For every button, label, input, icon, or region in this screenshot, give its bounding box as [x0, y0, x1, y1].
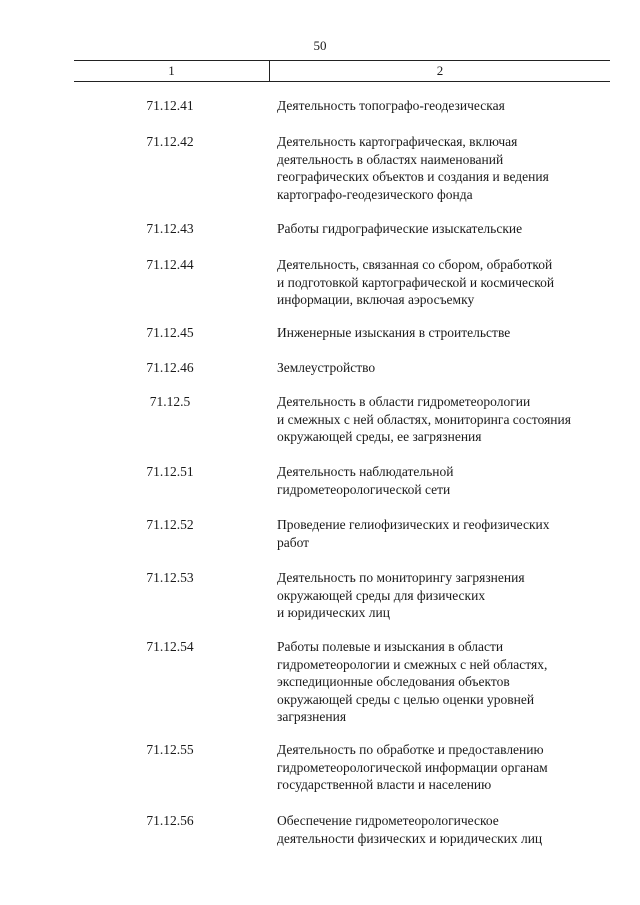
okved-code: 71.12.56 — [146, 813, 194, 828]
activity-description: Работы полевые и изыскания в области гидрометеорологии и смежных с ней областях, экспедиционные обследования объектов окружающей среды с целью оценки уровней загрязнения — [277, 639, 548, 724]
page-number: 50 — [313, 38, 327, 53]
okved-code: 71.12.45 — [146, 325, 194, 340]
table-header — [74, 60, 610, 82]
header-column-2: 2 — [436, 63, 444, 78]
activity-description: Обеспечение гидрометеорологическое деятельности физических и юридических лиц — [277, 813, 543, 846]
activity-description: Инженерные изыскания в строительстве — [277, 325, 511, 340]
activity-description: Деятельность по обработке и предоставлению гидрометеорологической информации органам государственной власти и населению — [277, 742, 548, 792]
okved-code: 71.12.46 — [146, 360, 194, 375]
okved-code: 71.12.55 — [146, 742, 194, 757]
okved-code: 71.12.41 — [146, 98, 194, 113]
activity-description: Землеустройство — [277, 360, 376, 375]
activity-description: Проведение гелиофизических и геофизических работ — [277, 517, 550, 550]
activity-description: Деятельность топографо-геодезическая — [277, 98, 505, 113]
okved-code: 71.12.42 — [146, 134, 194, 149]
activity-description: Деятельность картографическая, включая деятельность в областях наименований географических объектов и создания и ведения картографо-геодезического фонда — [277, 134, 549, 202]
activity-description: Деятельность по мониторингу загрязнения окружающей среды для физических и юридических лиц — [277, 570, 525, 620]
activity-description: Работы гидрографические изыскательские — [277, 221, 523, 236]
activity-description: Деятельность в области гидрометеорологии и смежных с ней областях, мониторинга состояния окружающей среды, ее загрязнения — [277, 394, 571, 444]
okved-code: 71.12.52 — [146, 517, 194, 532]
header-column-1: 1 — [168, 63, 175, 78]
okved-code: 71.12.43 — [146, 221, 194, 236]
okved-code: 71.12.54 — [146, 639, 194, 654]
activity-description: Деятельность, связанная со сбором, обработкой и подготовкой картографической и космической информации, включая аэросъемку — [277, 257, 555, 307]
okved-code: 71.12.51 — [146, 464, 194, 479]
okved-code: 71.12.53 — [146, 570, 194, 585]
okved-code: 71.12.5 — [149, 394, 191, 409]
okved-code: 71.12.44 — [146, 257, 194, 272]
activity-description: Деятельность наблюдательной гидрометеорологической сети — [277, 464, 454, 497]
